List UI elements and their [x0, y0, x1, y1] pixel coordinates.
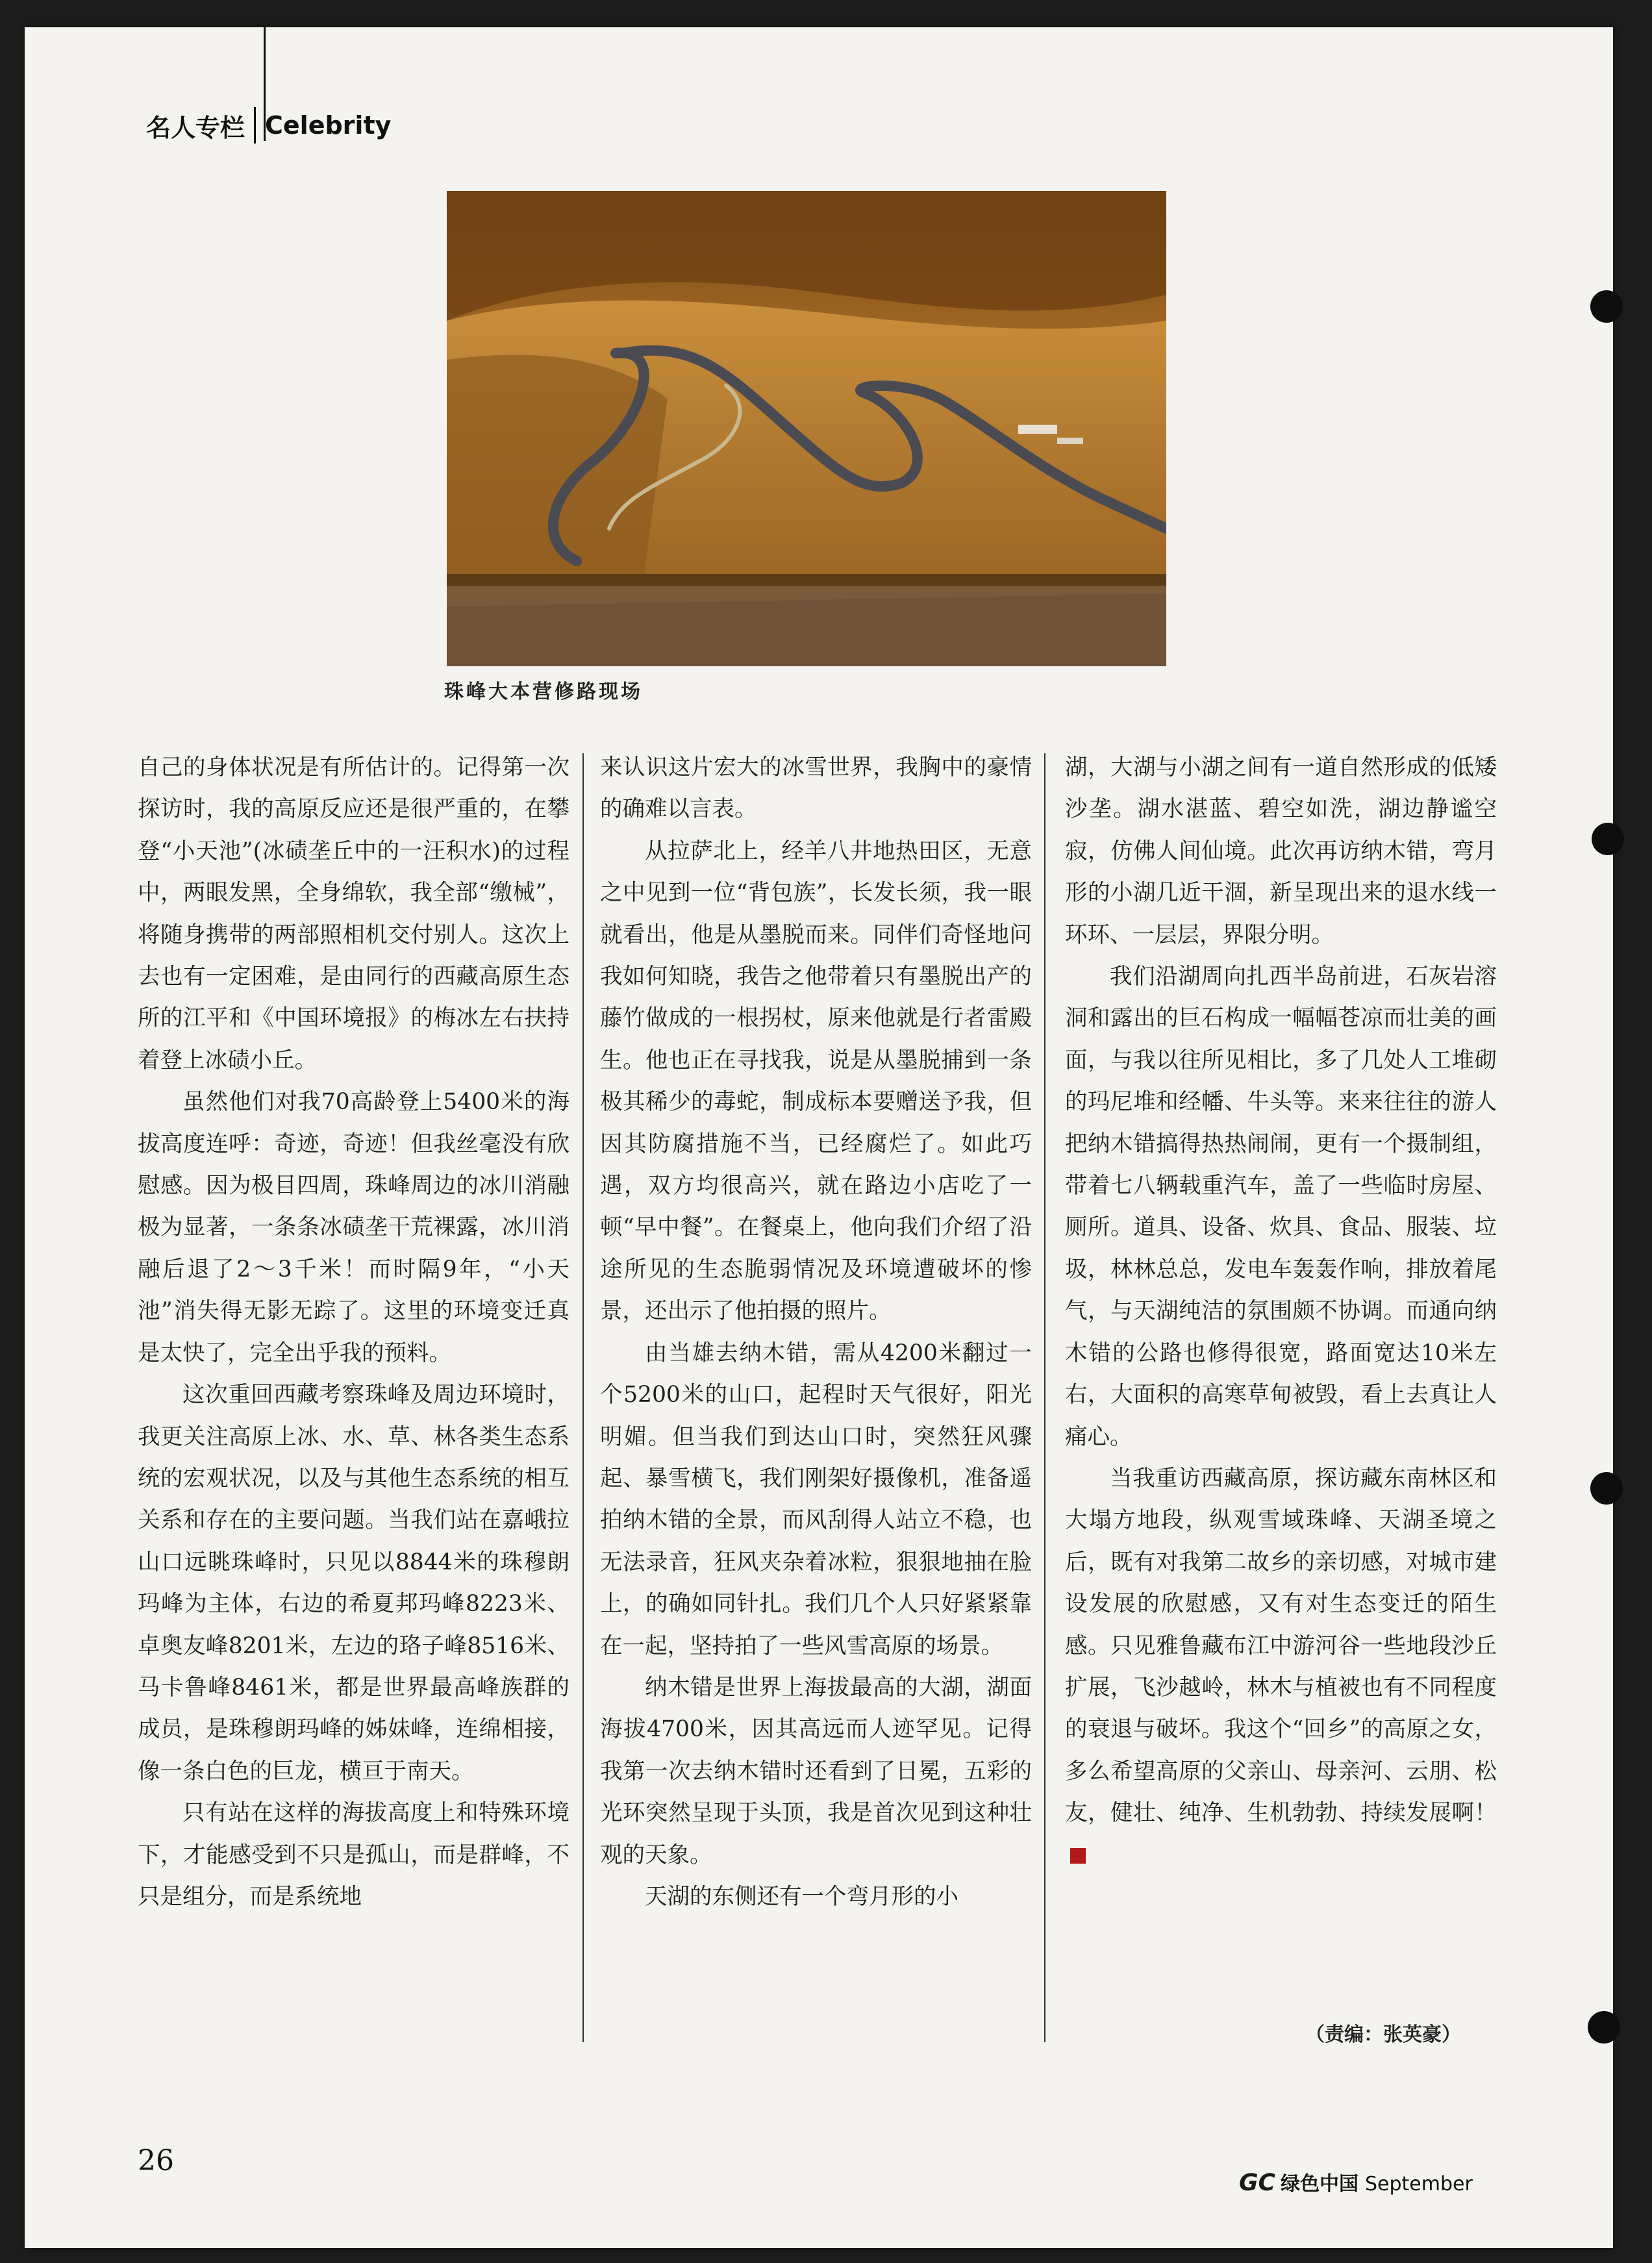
column-rule	[1044, 753, 1045, 2042]
editor-credit: （责编：张英豪）	[1305, 2023, 1461, 2046]
paragraph: 这次重回西藏考察珠峰及周边环境时，我更关注高原上冰、水、草、林各类生态系统的宏观状况，以及与其他生态系统的相互关系和存在的主要问题。当我们站在嘉峨拉山口远眺珠峰时，只见以8844米的珠穆朗玛峰为主体，右边的希夏邦玛峰8223米、卓奥友峰8201米，左边的珞子峰8516米、马卡鲁峰8461米，都是世界最高峰族群的成员，是珠穆朗玛峰的姊妹峰，连绵相接，像一条白色的巨龙，横亘于南天。	[138, 1382, 569, 1784]
photo-caption: 珠峰大本营修路现场	[444, 681, 643, 703]
issue-month: September	[1364, 2173, 1473, 2195]
paragraph: 当我重访西藏高原，探访藏东南林区和大塌方地段，纵观雪域珠峰、天湖圣境之后，既有对我第二故乡的亲切感，对城市建设发展的欣慰感，又有对生态变迁的陌生感。只见雅鲁藏布江中游河谷一些地段沙丘扩展，飞沙越岭，林木与植被也有不同程度的衰退与破坏。我这个“回乡”的高原之女，多么希望高原的父亲山、母亲河、云朋、松友，健壮、纯净、生机勃勃、持续发展啊！	[1065, 1458, 1497, 1876]
article-column-1	[138, 747, 569, 1918]
paragraph: 由当雄去纳木错，需从4200米翻过一个5200米的山口，起程时天气很好，阳光明媚。但当我们到达山口时，突然狂风骤起、暴雪横飞，我们刚架好摄像机，准备遥拍纳木错的全景，而风刮得人站立不稳，也无法录音，狂风夹杂着冰粒，狠狠地抽在脸上，的确如同针扎。我们几个人只好紧紧靠在一起，坚持拍了一些风雪高原的场景。	[600, 1340, 1032, 1659]
paragraph: 从拉萨北上，经羊八井地热田区，无意之中见到一位“背包族”，长发长须，我一眼就看出，他是从墨脱而来。同伴们奇怪地问我如何知晓，我告之他带着只有墨脱出产的藤竹做成的一根拐杖，原来他就是行者雷殿生。他也正在寻找我，说是从墨脱捕到一条极其稀少的毒蛇，制成标本要赠送予我，但因其防腐措施不当，已经腐烂了。如此巧遇，双方均很高兴，就在路边小店吃了一顿“早中餐”。在餐桌上，他向我们介绍了沿途所见的生态脆弱情况及环境遭破坏的惨景，还出示了他拍摄的照片。	[600, 838, 1032, 1325]
paragraph: 来认识这片宏大的冰雪世界，我胸中的豪情的确难以言表。	[600, 755, 1032, 823]
article-column-3	[1065, 747, 1497, 1876]
magazine-name: 绿色中国	[1280, 2173, 1358, 2195]
paragraph: 自己的身体状况是有所估计的。记得第一次探访时，我的高原反应还是很严重的，在攀登“小天池”(冰碛垄丘中的一汪积水)的过程中，两眼发黑，全身绵软，我全部“缴械”，将随身携带的两部照相机交付别人。这次上去也有一定困难，是由同行的西藏高原生态所的江平和《中国环境报》的梅冰左右扶持着登上冰碛小丘。	[138, 755, 569, 1073]
paragraph: 虽然他们对我70高龄登上5400米的海拔高度连呼：奇迹，奇迹！但我丝毫没有欣慰感。因为极目四周，珠峰周边的冰川消融极为显著，一条条冰碛垄干荒裸露，冰川消融后退了2～3千米！而时隔9年，“小天池”消失得无影无踪了。这里的环境变迁真是太快了，完全出乎我的预料。	[138, 1089, 569, 1366]
magazine-logo: GC	[1239, 2169, 1275, 2196]
paragraph: 我们沿湖周向扎西半岛前进，石灰岩溶洞和露出的巨石构成一幅幅苍凉而壮美的画面，与我以往所见相比，多了几处人工堆砌的玛尼堆和经幡、牛头等。来来往往的游人把纳木错搞得热热闹闹，更有一个摄制组，带着七八辆载重汽车，盖了一些临时房屋、厕所。道具、设备、炊具、食品、服装、垃圾，林林总总，发电车轰轰作响，排放着尾气，与天湖纯洁的氛围颇不协调。而通向纳木错的公路也修得很宽，路面宽达10米左右，大面积的高寒草甸被毁，看上去真让人痛心。	[1065, 964, 1497, 1450]
paragraph: 湖，大湖与小湖之间有一道自然形成的低矮沙垄。湖水湛蓝、碧空如洗，湖边静谧空寂，仿佛人间仙境。此次再访纳木错，弯月形的小湖几近干涸，新呈现出来的退水线一环环、一层层，界限分明。	[1065, 755, 1497, 948]
paragraph: 纳木错是世界上海拔最高的大湖，湖面海拔4700米，因其高远而人迹罕见。记得我第一次去纳木错时还看到了日冕，五彩的光环突然呈现于头顶，我是首次见到这种壮观的天象。	[600, 1674, 1032, 1868]
page-number: 26	[138, 2144, 174, 2177]
binder-hole	[1590, 1472, 1623, 1505]
article-column-2	[600, 747, 1032, 1918]
section-header	[146, 107, 391, 144]
end-mark-icon	[1070, 1848, 1086, 1864]
magazine-footer	[1239, 2168, 1473, 2196]
section-title-en: Celebrity	[265, 111, 392, 140]
section-divider	[254, 107, 256, 144]
column-rule	[582, 753, 584, 2042]
binder-hole	[1592, 823, 1624, 855]
section-title-cn: 名人专栏	[146, 113, 245, 142]
binder-hole	[1590, 290, 1623, 323]
paragraph: 只有站在这样的海拔高度上和特殊环境下，才能感受到不只是孤山，而是群峰，不只是组分，而是系统地	[138, 1800, 569, 1910]
paragraph: 天湖的东侧还有一个弯月形的小	[645, 1883, 958, 1910]
binder-hole	[1588, 2011, 1620, 2044]
road-construction-photo	[447, 191, 1166, 666]
